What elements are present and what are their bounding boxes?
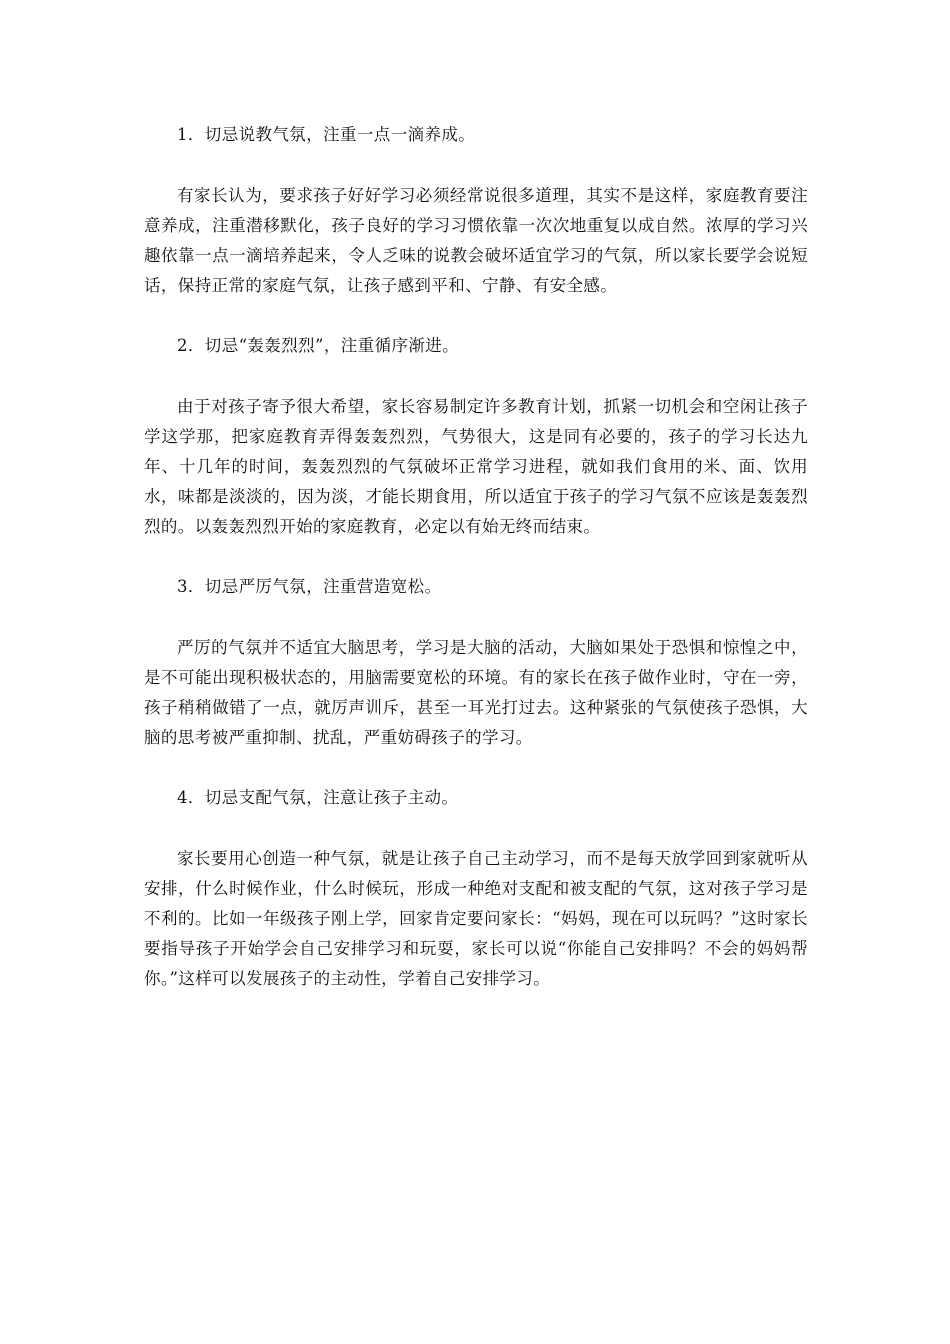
spacer	[144, 602, 808, 633]
section-3-paragraph: 严厉的气氛并不适宜大脑思考，学习是大脑的活动，大脑如果处于恐惧和惊惶之中，是不可能出现积极状态的，用脑需要宽松的环境。有的家长在孩子做作业时，守在一旁，孩子稍稍做错了一点，就厉声训斥，甚至一耳光打过去。这种紧张的气氛使孩子恐惧，大脑的思考被严重抑制、扰乱，严重妨碍孩子的学习。	[144, 638, 808, 747]
spacer	[144, 150, 808, 181]
spacer	[144, 753, 808, 783]
section-3-heading: 3．切忌严厉气氛，注重营造宽松。	[177, 577, 442, 596]
section-1-paragraph: 有家长认为，要求孩子好好学习必须经常说很多道理，其实不是这样，家庭教育要注意养成，注重潜移默化，孩子良好的学习习惯依靠一次次地重复以成自然。浓厚的学习兴趣依靠一点一滴培养起来，令人乏味的说教会破坏适宜学习的气氛，所以家长要学会说短话，保持正常的家庭气氛，让孩子感到平和、宁静、有安全感。	[144, 186, 808, 295]
section-2-paragraph: 由于对孩子寄予很大希望，家长容易制定许多教育计划，抓紧一切机会和空闲让孩子学这学那，把家庭教育弄得轰轰烈烈，气势很大，这是同有必要的，孩子的学习长达九年、十几年的时间，轰轰烈烈的气氛破坏正常学习进程，就如我们食用的米、面、饮用水，味都是淡淡的，因为淡，才能长期食用，所以适宜于孩子的学习气氛不应该是轰轰烈烈的。以轰轰烈烈开始的家庭教育，必定以有始无终而结束。	[144, 397, 808, 536]
section-4-heading: 4．切忌支配气氛，注意让孩子主动。	[177, 788, 459, 807]
section-2-heading: 2．切忌“轰轰烈烈”，注重循序渐进。	[177, 336, 460, 355]
section-4-paragraph: 家长要用心创造一种气氛，就是让孩子自己主动学习，而不是每天放学回到家就听从安排，什么时候作业，什么时候玩，形成一种绝对支配和被支配的气氛，这对孩子学习是不利的。比如一年级孩子刚上学，回家肯定要问家长：“妈妈，现在可以玩吗？”这时家长要指导孩子开始学会自己安排学习和玩耍，家长可以说“你能自己安排吗？不会的妈妈帮你。”这样可以发展孩子的主动性，学着自己安排学习。	[144, 849, 808, 988]
section-1-heading: 1．切忌说教气氛，注重一点一滴养成。	[177, 125, 476, 144]
spacer	[144, 542, 808, 572]
document-body	[144, 120, 808, 994]
spacer	[144, 813, 808, 844]
spacer	[144, 361, 808, 392]
spacer	[144, 301, 808, 331]
